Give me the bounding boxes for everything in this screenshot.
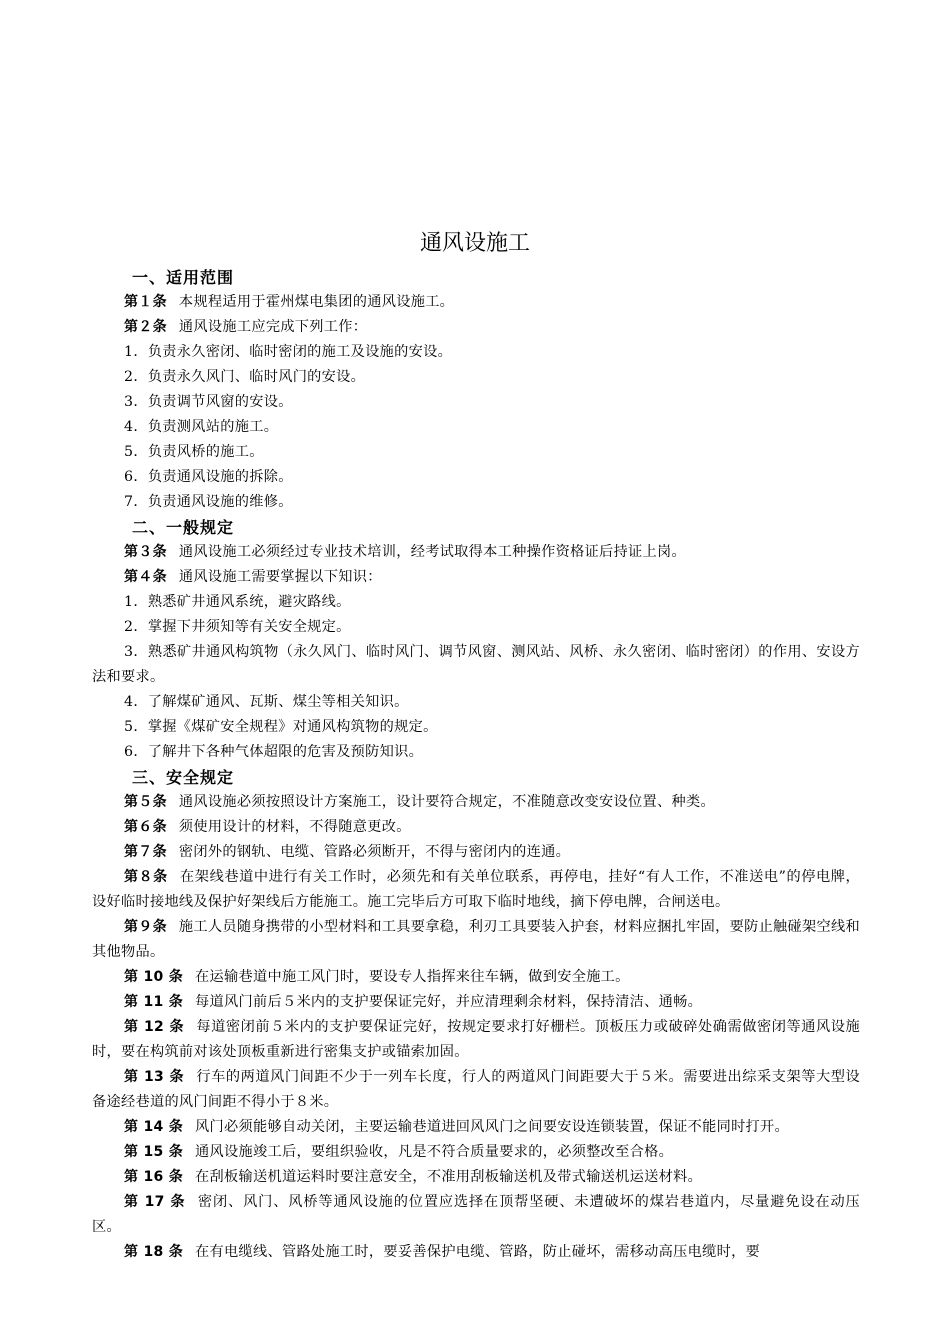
list-item: 6．了解井下各种气体超限的危害及预防知识。 bbox=[124, 744, 424, 760]
page-title: 通风设施工 bbox=[419, 231, 530, 256]
article-label: 第９条 bbox=[124, 919, 167, 935]
article-text: 风门必须能够自动关闭，主要运输巷道进回风风门之间要安设连锁装置，保证不能同时打开。 bbox=[195, 1119, 790, 1135]
article-9 bbox=[92, 915, 860, 965]
article-label: 第６条 bbox=[124, 819, 167, 835]
article-label: 第 10 条 bbox=[124, 969, 184, 985]
article-text: 通风设施工需要掌握以下知识： bbox=[178, 569, 382, 585]
article-text: 在架线巷道中进行有关工作时，必须先和有关单位联系，再停电，挂好“有人工作，不准送电”的停电牌，设好临时接地线及保护好架线后方能施工。施工完毕后方可取下临时地线，摘下停电牌，合闸送电。 bbox=[92, 869, 861, 910]
article-label: 第２条 bbox=[124, 319, 167, 335]
article-18 bbox=[92, 1240, 860, 1265]
list-item: 2．负责永久风门、临时风门的安设。 bbox=[124, 369, 366, 385]
list-item: 3．熟悉矿井通风构筑物（永久风门、临时风门、调节风窗、测风站、风桥、永久密闭、临时密闭）的作用、安设方法和要求。 bbox=[92, 644, 860, 685]
article-label: 第 11 条 bbox=[124, 994, 184, 1010]
section-heading-safety: 三、安全规定 bbox=[132, 768, 235, 787]
article-label: 第５条 bbox=[124, 794, 167, 810]
list-item: 1．负责永久密闭、临时密闭的施工及设施的安设。 bbox=[124, 344, 453, 360]
article-label: 第 13 条 bbox=[124, 1069, 185, 1085]
article-1 bbox=[92, 290, 860, 315]
article-text: 密闭外的钢轨、电缆、管路必须断开，不得与密闭内的连通。 bbox=[178, 844, 571, 860]
section-heading-general: 二、一般规定 bbox=[132, 518, 235, 537]
article-5 bbox=[92, 790, 860, 815]
article-11 bbox=[92, 990, 860, 1015]
article-label: 第 15 条 bbox=[124, 1144, 184, 1160]
article-6 bbox=[92, 815, 860, 840]
article-text: 密闭、风门、风桥等通风设施的位置应选择在顶帮坚硬、未遭破坏的煤岩巷道内，尽量避免设在动压区。 bbox=[92, 1194, 861, 1235]
article-10 bbox=[92, 965, 860, 990]
article-text: 在运输巷道中施工风门时，要设专人指挥来往车辆，做到安全施工。 bbox=[195, 969, 630, 985]
article-label: 第８条 bbox=[124, 869, 168, 885]
article-label: 第 17 条 bbox=[124, 1194, 186, 1210]
article-label: 第１条 bbox=[124, 294, 167, 310]
article-label: 第 16 条 bbox=[124, 1169, 184, 1185]
article-text: 本规程适用于霍州煤电集团的通风设施工。 bbox=[178, 294, 455, 310]
list-item: 5．掌握《煤矿安全规程》对通风构筑物的规定。 bbox=[124, 719, 438, 735]
article-label: 第 18 条 bbox=[124, 1244, 184, 1260]
article-text: 施工人员随身携带的小型材料和工具要拿稳，利刃工具要装入护套，材料应捆扎牢固，要防止触碰架空线和其他物品。 bbox=[92, 919, 860, 960]
article-17 bbox=[92, 1190, 860, 1240]
article-text: 在刮板输送机道运料时要注意安全，不准用刮板输送机及带式输送机运送材料。 bbox=[195, 1169, 703, 1185]
article-15 bbox=[92, 1140, 860, 1165]
article-text: 在有电缆线、管路处施工时，要妥善保护电缆、管路，防止碰坏，需移动高压电缆时，要 bbox=[195, 1244, 761, 1260]
article-text: 每道密闭前５米内的支护要保证完好，按规定要求打好栅栏。顶板压力或破碎处确需做密闭等通风设施时，要在构筑前对该处顶板重新进行密集支护或锚索加固。 bbox=[92, 1019, 860, 1060]
list-item: 1．熟悉矿井通风系统，避灾路线。 bbox=[124, 594, 351, 610]
article-label: 第 14 条 bbox=[124, 1119, 184, 1135]
list-item: 4．负责测风站的施工。 bbox=[124, 419, 279, 435]
article-text: 通风设施工必须经过专业技术培训，经考试取得本工种操作资格证后持证上岗。 bbox=[178, 544, 686, 560]
list-item: 5．负责风桥的施工。 bbox=[124, 444, 264, 460]
list-item: 3．负责调节风窗的安设。 bbox=[124, 394, 293, 410]
article-label: 第７条 bbox=[124, 844, 167, 860]
article-text: 行车的两道风门间距不少于一列车长度，行人的两道风门间距要大于５米。需要进出综采支架等大型设备途经巷道的风门间距不得小于８米。 bbox=[92, 1069, 860, 1110]
list-item: 4．了解煤矿通风、瓦斯、煤尘等相关知识。 bbox=[124, 694, 409, 710]
article-text: 通风设施竣工后，要组织验收，凡是不符合质量要求的，必须整改至合格。 bbox=[195, 1144, 674, 1160]
article-7 bbox=[92, 840, 860, 865]
section-heading-scope: 一、适用范围 bbox=[132, 268, 235, 287]
list-item: 2．掌握下井须知等有关安全规定。 bbox=[124, 619, 351, 635]
article-14 bbox=[92, 1115, 860, 1140]
document-body bbox=[92, 265, 860, 1265]
article-text: 须使用设计的材料，不得随意更改。 bbox=[178, 819, 411, 835]
article-13 bbox=[92, 1065, 860, 1115]
article-label: 第４条 bbox=[124, 569, 167, 585]
article-3 bbox=[92, 540, 860, 565]
article-8 bbox=[92, 865, 860, 915]
list-item: 6．负责通风设施的拆除。 bbox=[124, 469, 293, 485]
article-text: 通风设施必须按照设计方案施工，设计要符合规定，不准随意改变安设位置、种类。 bbox=[178, 794, 715, 810]
article-16 bbox=[92, 1165, 860, 1190]
article-2 bbox=[92, 315, 860, 340]
list-item: 7．负责通风设施的维修。 bbox=[124, 494, 293, 510]
article-4 bbox=[92, 565, 860, 590]
article-text: 通风设施工应完成下列工作： bbox=[178, 319, 368, 335]
article-text: 每道风门前后５米内的支护要保证完好，并应清理剩余材料，保持清洁、通畅。 bbox=[195, 994, 703, 1010]
article-label: 第 12 条 bbox=[124, 1019, 185, 1035]
article-12 bbox=[92, 1015, 860, 1065]
article-label: 第３条 bbox=[124, 544, 167, 560]
